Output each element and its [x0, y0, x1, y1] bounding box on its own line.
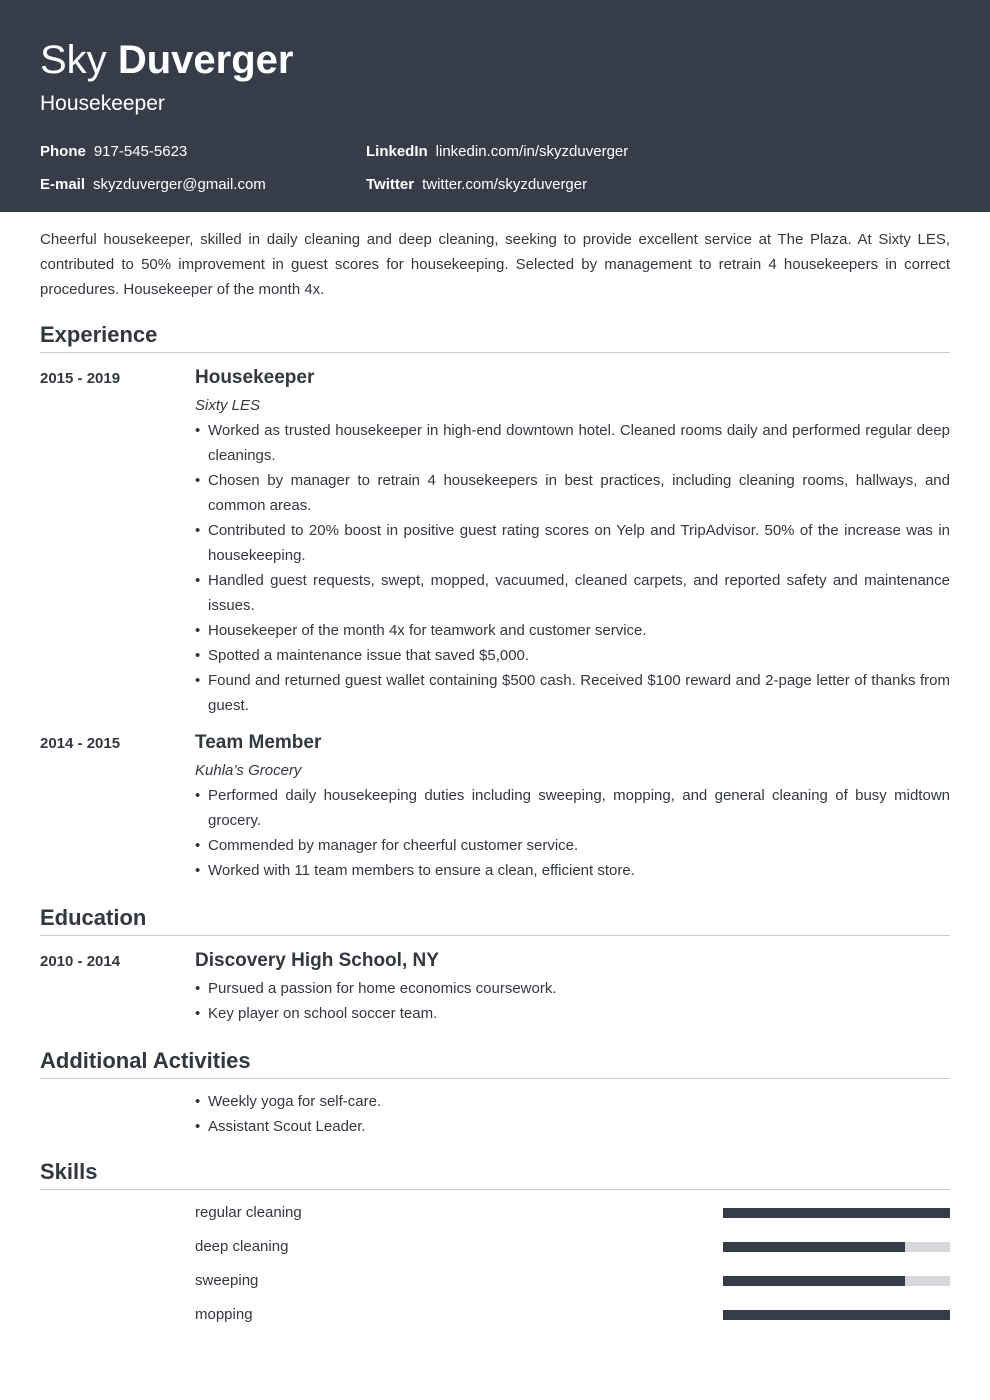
section-divider — [40, 1078, 950, 1079]
last-name: Duverger — [117, 38, 294, 82]
job-bullets — [195, 783, 950, 883]
activities-heading: Additional Activities — [40, 1048, 251, 1073]
list-item: • Weekly yoga for self-care. — [195, 1089, 950, 1114]
job-dates: 2015 - 2019 — [40, 370, 121, 387]
job-title: Housekeeper — [40, 92, 165, 115]
skill-level-bar — [723, 1242, 950, 1252]
list-item: • Worked with 11 team members to ensure a clean, efficient store. — [195, 858, 950, 883]
skill-level-fill — [723, 1310, 950, 1320]
bullet-icon: • — [195, 862, 201, 879]
contact-label: LinkedIn — [366, 143, 428, 160]
contact-linkedin — [366, 142, 628, 162]
job-dates: 2014 - 2015 — [40, 735, 121, 752]
job-bullets — [195, 418, 950, 718]
list-item: • Key player on school soccer team. — [195, 1001, 950, 1026]
list-item: • Housekeeper of the month 4x for teamwork and customer service. — [195, 618, 950, 643]
contact-label: E-mail — [40, 176, 86, 193]
skill-level-bar — [723, 1310, 950, 1320]
job-title: Team Member — [195, 732, 322, 753]
bullet-icon: • — [195, 1118, 201, 1135]
contact-value: 917-545-5623 — [93, 143, 188, 160]
education-bullets — [195, 976, 950, 1026]
resume-header — [0, 0, 990, 212]
bullet-icon: • — [195, 522, 201, 539]
job-entry — [195, 365, 950, 718]
contact-twitter — [366, 175, 587, 195]
contact-value[interactable]: linkedin.com/in/skyzduverger — [435, 143, 629, 160]
bullet-icon: • — [195, 472, 201, 489]
skill-level-fill — [723, 1242, 905, 1252]
bullet-icon: • — [195, 672, 201, 689]
contact-value[interactable]: skyzduverger@gmail.com — [93, 176, 266, 193]
bullet-icon: • — [195, 647, 201, 664]
job-company: Sixty LES — [195, 397, 261, 414]
job-title: Housekeeper — [195, 367, 315, 388]
bullet-icon: • — [195, 787, 201, 804]
list-item: • Commended by manager for cheerful customer service. — [195, 833, 950, 858]
job-company: Kuhla’s Grocery — [195, 762, 302, 779]
skill-name: mopping — [195, 1306, 253, 1323]
contact-label: Phone — [40, 143, 86, 160]
list-item: • Pursued a passion for home economics coursework. — [195, 976, 950, 1001]
section-divider — [40, 352, 950, 353]
education-heading: Education — [40, 905, 147, 930]
list-item: • Worked as trusted housekeeper in high-end downtown hotel. Cleaned rooms daily and performed regular deep cleanings. — [195, 418, 950, 468]
school-name: Discovery High School, NY — [195, 950, 439, 971]
activities-entry — [195, 1089, 950, 1139]
skill-level-bar — [723, 1276, 950, 1286]
list-item: • Handled guest requests, swept, mopped, vacuumed, cleaned carpets, and reported safety and maintenance issues. — [195, 568, 950, 618]
skill-level-fill — [723, 1208, 950, 1218]
first-name: Sky — [40, 38, 107, 82]
skills-heading: Skills — [40, 1159, 98, 1184]
section-divider — [40, 935, 950, 936]
bullet-icon: • — [195, 837, 201, 854]
list-item: • Spotted a maintenance issue that saved $5,000. — [195, 643, 950, 668]
education-dates: 2010 - 2014 — [40, 953, 121, 970]
skill-level-bar — [723, 1208, 950, 1218]
skill-name: sweeping — [195, 1272, 259, 1289]
list-item: • Performed daily housekeeping duties including sweeping, mopping, and general cleaning of busy midtown grocery. — [195, 783, 950, 833]
skill-level-fill — [723, 1276, 905, 1286]
candidate-name — [40, 36, 293, 84]
activities-bullets — [195, 1089, 950, 1139]
section-divider — [40, 1189, 950, 1190]
bullet-icon: • — [195, 980, 201, 997]
education-entry — [195, 948, 950, 1026]
bullet-icon: • — [195, 1005, 201, 1022]
bullet-icon: • — [195, 422, 201, 439]
contact-value[interactable]: twitter.com/skyzduverger — [422, 176, 588, 193]
bullet-icon: • — [195, 622, 201, 639]
contact-phone — [40, 142, 187, 162]
skill-name: regular cleaning — [195, 1204, 302, 1221]
list-item: • Contributed to 20% boost in positive guest rating scores on Yelp and TripAdvisor. 50% of the increase was in housekeeping. — [195, 518, 950, 568]
summary-paragraph: Cheerful housekeeper, skilled in daily cleaning and deep cleaning, seeking to provide excellent service at The Plaza. At Sixty LES, contributed to 50% improvement in guest scores for housekeeping. Selected by management to retrain 4 housekeepers in correct procedures. Housekeeper of the month 4x. — [40, 231, 950, 298]
list-item: • Assistant Scout Leader. — [195, 1114, 950, 1139]
bullet-icon: • — [195, 572, 201, 589]
list-item: • Chosen by manager to retrain 4 housekeepers in best practices, including cleaning rooms, hallways, and common areas. — [195, 468, 950, 518]
bullet-icon: • — [195, 1093, 201, 1110]
list-item: • Found and returned guest wallet containing $500 cash. Received $100 reward and 2-page letter of thanks from guest. — [195, 668, 950, 718]
skill-name: deep cleaning — [195, 1238, 289, 1255]
experience-heading: Experience — [40, 322, 158, 347]
job-entry — [195, 730, 950, 883]
contact-label: Twitter — [366, 176, 415, 193]
contact-email — [40, 175, 266, 195]
